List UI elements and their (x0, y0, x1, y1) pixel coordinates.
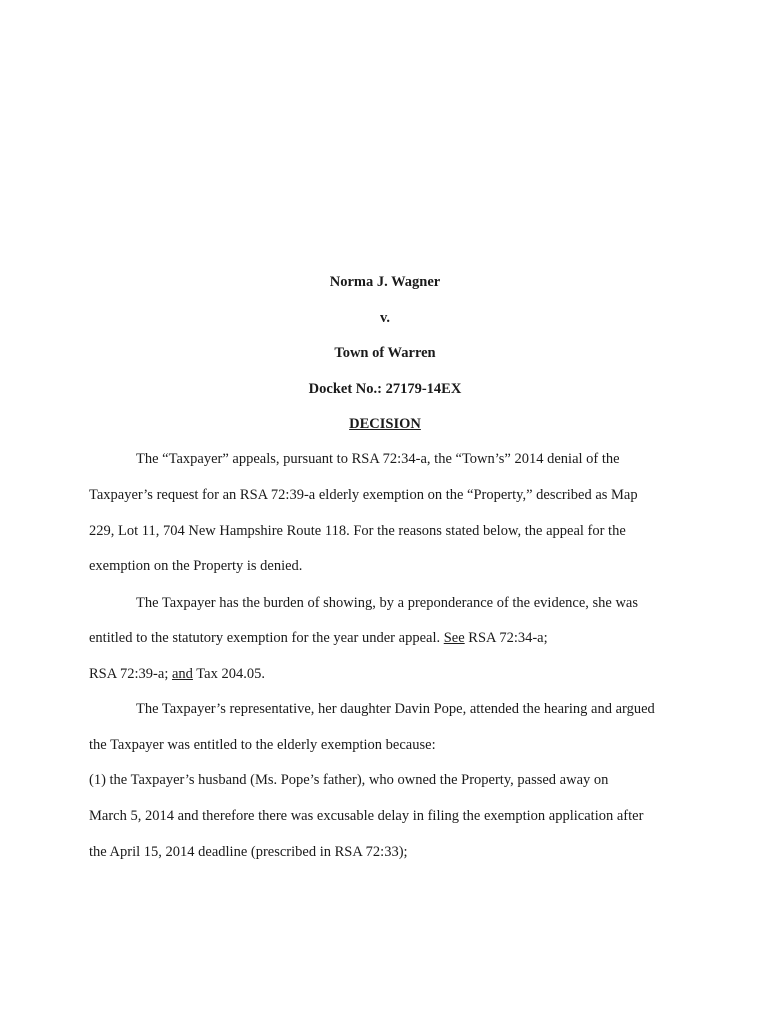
paragraph-1-line-4: exemption on the Property is denied. (89, 558, 303, 574)
decision-heading: DECISION (349, 416, 421, 432)
see-citation-signal: See (443, 630, 465, 646)
paragraph-2-line-3-pre: RSA 72:39-a; (89, 666, 172, 682)
paragraph-2-line-3-post: Tax 204.05. (192, 666, 265, 682)
versus-label: v. (379, 310, 391, 326)
paragraph-2-line-2-pre: entitled to the statutory exemption for the year under appeal. (89, 630, 444, 646)
respondent-name: Town of Warren (334, 345, 436, 361)
paragraph-3-line-2: the Taxpayer was entitled to the elderly exemption because: (89, 737, 436, 753)
paragraph-2-line-2-post: RSA 72:34-a; (464, 630, 548, 646)
and-citation-signal: and (171, 666, 193, 682)
docket-number: Docket No.: 27179-14EX (308, 381, 462, 397)
paragraph-4-line-1: (1) the Taxpayer’s husband (Ms. Pope’s father), who owned the Property, passed away on (89, 772, 609, 788)
paragraph-3-line-1: The Taxpayer’s representative, her daughter Davin Pope, attended the hearing and argued (136, 701, 655, 717)
paragraph-1-line-1: The “Taxpayer” appeals, pursuant to RSA 72:34-a, the “Town’s” 2014 denial of the (136, 451, 620, 467)
paragraph-4-line-2: March 5, 2014 and therefore there was excusable delay in filing the exemption application after (89, 808, 644, 824)
petitioner-name: Norma J. Wagner (329, 274, 441, 290)
paragraph-1-line-3: 229, Lot 11, 704 New Hampshire Route 118. For the reasons stated below, the appeal for the (89, 523, 626, 539)
paragraph-2-line-3 (89, 665, 265, 683)
paragraph-1-line-2: Taxpayer’s request for an RSA 72:39-a elderly exemption on the “Property,” described as Map (89, 487, 638, 503)
paragraph-2-line-2 (89, 629, 548, 647)
paragraph-4-line-3: the April 15, 2014 deadline (prescribed in RSA 72:33); (89, 844, 408, 860)
paragraph-2-line-1: The Taxpayer has the burden of showing, by a preponderance of the evidence, she was (136, 595, 639, 611)
